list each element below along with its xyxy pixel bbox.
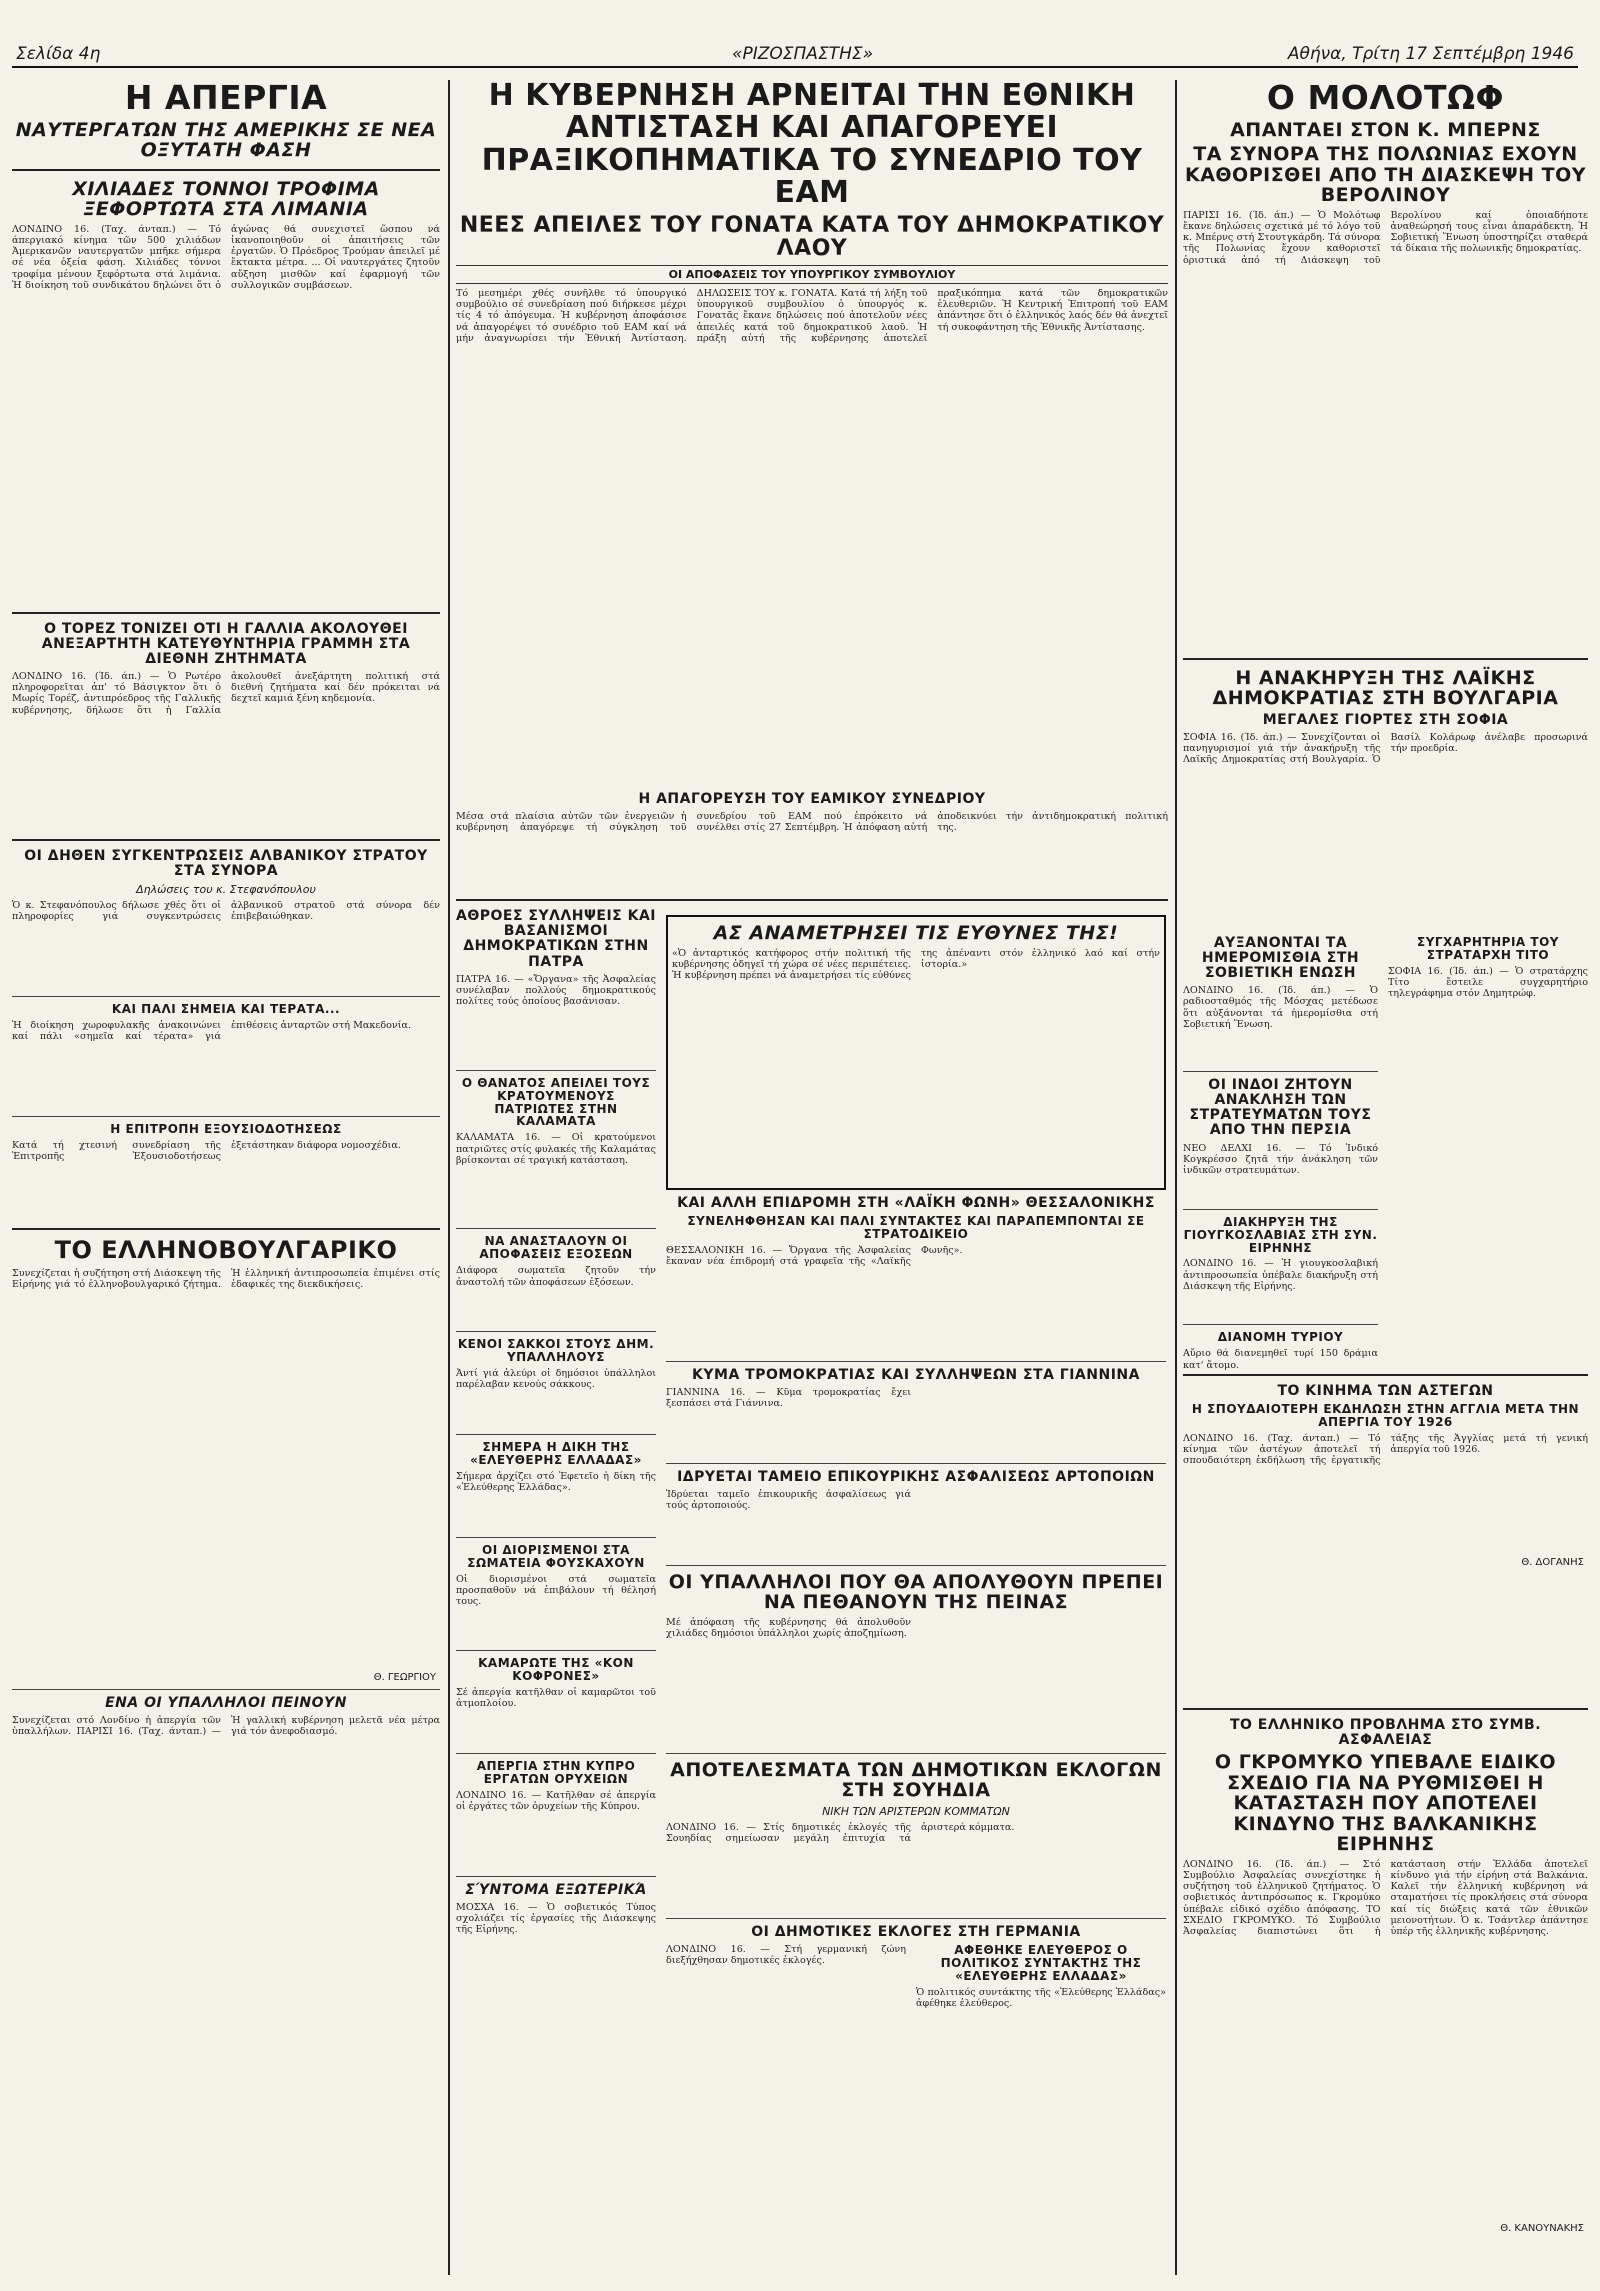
divider [666, 1753, 1166, 1754]
article-body: ΜΟΣΧΑ 16. — Ὁ σοβιετικός Τύπος σχολιάζει τίς ἐργασίες τῆς Διάσκεψης τῆς Εἰρήνης. [456, 1901, 656, 1936]
article-body: ΛΟΝΔΙΝΟ 16. — Ἡ γιουγκοσλαβική ἀντιπροσωπεία ὑπέβαλε διακήρυξη στή Διάσκεψη τῆς Εἰρήνης. [1183, 1258, 1378, 1292]
divider [12, 839, 440, 841]
article-body: Ἱδρύεται ταμεῖο ἐπικουρικῆς ἀσφαλίσεως γιά τούς ἀρτοποιούς. [666, 1488, 911, 1512]
article-body: Κατά τή χτεσινή συνεδρίαση τῆς Ἐπιτροπῆς Ἐξουσιοδοτήσεως ἐξετάστηκαν διάφορα νομοσχέδια. [12, 1140, 401, 1163]
headline-committee: Η ΕΠΙΤΡΟΠΗ ΕΞΟΥΣΙΟΔΟΤΗΣΕΩΣ [110, 1122, 342, 1137]
article-body: Διάφορα σωματεῖα ζητοῦν τήν ἀναστολή τῶν ἀποφάσεων ἐξόσεων. [456, 1265, 656, 1288]
headline-strike: Η ΑΠΕΡΓΙΑ [124, 80, 328, 117]
headline-death: Ο ΘΑΝΑΤΟΣ ΑΠΕΙΛΕΙ ΤΟΥΣ ΚΡΑΤΟΥΜΕΝΟΥΣ ΠΑΤΡΙΩΤΕΣ ΣΤΗΝ ΚΑΛΑΜΑΤΑ [461, 1075, 651, 1129]
divider [12, 169, 440, 171]
headline-molotov: Ο ΜΟΛΟΤΩΦ [1266, 80, 1505, 117]
divider [12, 612, 440, 614]
divider [456, 1537, 656, 1538]
headline-voice: ΚΑΙ ΑΛΛΗ ΕΠΙΔΡΟΜΗ ΣΤΗ «ΛΑΪΚΗ ΦΩΝΗ» ΘΕΣΣΑΛΟΝΙΚΗΣ [677, 1194, 1155, 1211]
article-body: Αὔριο θά διανεμηθεῖ τυρί 150 δράμια κατ' ἄτομο. [1183, 1348, 1378, 1371]
divider [666, 1918, 1166, 1919]
article-body: Ὁ κ. Στεφανόπουλος δήλωσε χθές ὅτι οἱ πληροφορίες γιά συγκεντρώσεις ἀλβανικοῦ στρατοῦ στά σύνορα δέν ἐπιβεβαιώθηκαν. [12, 900, 440, 923]
column-center [456, 80, 1168, 2280]
article-body: ΛΟΝΔΙΝΟ 16. (Ίδ. άπ.) — Στό Συμβούλιο Ἀσφαλείας συνεχίστηκε ἡ συζήτηση τοῦ ἑλληνικοῦ ζητήματος. Ὁ σοβιετικός ἀντιπρόσωπος κ. Γκρομύκο ὑπέβαλε εἰδικό σχέδιο ἀπόφασης. ΤΟ ΣΧΕΔΙΟ ΓΚΡΟΜΥΚΟ. Τό Συμβούλιο Ἀσφαλείας διαπιστώνει ὅτι ἡ κατάσταση στήν Ἑλλάδα ἀποτελεῖ κίνδυνο γιά τήν εἰρήνη στά Βαλκάνια. Καλεῖ τήν ἑλληνική κυβέρνηση νά σταματήσει τίς προκλήσεις στά σύνορα καί τίς διώξεις κατά τῶν ἐθνικῶν μειονοτήτων. Ὁ κ. Τσάντλερ ἀπάντησε ὑπέρ τῆς ἑλληνικῆς κυβέρνησης. [1183, 1858, 1588, 1938]
subheadline: Η ΣΠΟΥΔΑΙΟΤΕΡΗ ΕΚΔΗΛΩΣΗ ΣΤΗΝ ΑΓΓΛΙΑ ΜΕΤΑ ΤΗΝ ΑΠΕΡΓΙΑ ΤΟΥ 1926 [1191, 1401, 1580, 1429]
article-body: ΣΟΦΙΑ 16. (Ίδ. άπ.) — Ὁ στρατάρχης Τίτο ἔστειλε συγχαρητήριο τηλεγράφημα στόν Δημητρώφ. [1388, 965, 1588, 1000]
divider [456, 1753, 656, 1754]
article-body: Σήμερα ἀρχίζει στό Ἐφετεῖο ἡ δίκη τῆς «Ἐλεύθερης Ἑλλάδας». [456, 1471, 656, 1494]
center-left-subcolumn [456, 909, 656, 2056]
author-signature: Θ. ΚΑΝΟΥΝΑΚΗΣ [1500, 2222, 1584, 2234]
headline-ussr: ΑΥΞΑΝΟΝΤΑΙ ΤΑ ΗΜΕΡΟΜΙΣΘΙΑ ΣΤΗ ΣΟΒΙΕΤΙΚΗ ΕΝΩΣΗ [1201, 934, 1360, 982]
headline-sweden: ΑΠΟΤΕΛΕΣΜΑΤΑ ΤΩΝ ΔΗΜΟΤΙΚΩΝ ΕΚΛΟΓΩΝ ΣΤΗ ΣΟΥΗΔΙΑ [670, 1758, 1162, 1802]
article-body: ΣΟΦΙΑ 16. (Ίδ. άπ.) — Συνεχίζονται οἱ πανηγυρισμοί γιά τήν ἀνακήρυξη τῆς Λαϊκῆς Δημοκρατίας στή Βουλγαρία. Ὁ Βασίλ Κολάρωφ ἀνέλαβε προσωρινά τήν προεδρία. [1183, 731, 1588, 766]
center-lower [456, 909, 1168, 2280]
divider [1183, 1324, 1378, 1325]
headline-hunger: ΕΝΑ ΟΙ ΥΠΑΛΛΗΛΟΙ ΠΕΙΝΟΥΝ [105, 1695, 347, 1712]
article-body: Ὁ πολιτικός συντάκτης τῆς «Ἐλεύθερης Ἑλλάδας» ἀφέθηκε ἐλεύθερος. [916, 1986, 1166, 2010]
article-body: Συνεχίζεται ἡ συζήτηση στή Διάσκεψη τῆς Εἰρήνης γιά τό ἑλληνοβουλγαρικό ζήτημα. Ἡ ἑλληνική ἀντιπροσωπεία ἐπιμένει στίς ἐδαφικές της διεκδικήσεις. [12, 1268, 440, 1291]
article-body: ΛΟΝΔΙΝΟ 16. (Ίδ. άπ.) — Ὁ Ρωτέρο πληροφορεῖται ἀπ' τό Βάσιγκτον ὅτι ὁ Μωρίς Τορέζ, ἀντιπρόεδρος τῆς Γαλλικῆς κυβέρνησης, δήλωσε ὅτι ἡ Γαλλία ἀκολουθεῖ ἀνεξάρτητη πολιτική στά διεθνή ζητήματα καί δέν πρόκειται νά δεχτεῖ καμιά ξένη κηδεμονία. [12, 671, 440, 716]
headline-bulgaria: Η ΑΝΑΚΗΡΥΞΗ ΤΗΣ ΛΑΪΚΗΣ ΔΗΜΟΚΡΑΤΙΑΣ ΣΤΗ ΒΟΥΛΓΑΡΙΑ [1212, 666, 1559, 710]
divider [12, 1116, 440, 1117]
subheadline: ΑΠΑΝΤΑΕΙ ΣΤΟΝ Κ. ΜΠΕΡΝΣ [1230, 118, 1541, 141]
divider [1183, 658, 1588, 660]
headline-clerks: ΟΙ ΥΠΑΛΛΗΛΟΙ ΠΟΥ ΘΑ ΑΠΟΛΥΘΟΥΝ ΠΡΕΠΕΙ ΝΑ ΠΕΘΑΝΟΥΝ ΤΗΣ ΠΕΙΝΑΣ [668, 1570, 1164, 1614]
article-body: ΛΟΝΔΙΝΟ 16. (Ταχ. άνταπ.) — Τό κίνημα τῶν ἀστέγων ἀποτελεῖ τή σπουδαιότερη ἐκδήλωση τῆς ἐργατικῆς τάξης τῆς Ἀγγλίας μετά τή γενική ἀπεργία τοῦ 1926. [1183, 1432, 1588, 1467]
headline-yugoslavia: ΔΙΑΚΗΡΥΞΗ ΤΗΣ ΓΙΟΥΓΚΟΣΛΑΒΙΑΣ ΣΤΗ ΣΥΝ. ΕΙΡΗΝΗΣ [1183, 1214, 1378, 1255]
headline-tito: ΣΥΓΧΑΡΗΤΗΡΙΑ ΤΟΥ ΣΤΡΑΤΑΡΧΗ ΤΙΤΟ [1417, 934, 1559, 962]
divider [456, 1331, 656, 1332]
article-body: Οἱ διορισμένοι στά σωματεῖα προσπαθοῦν νά ἐπιβάλουν τή θέλησή τους. [456, 1574, 656, 1608]
headline-again: ΚΑΙ ΠΑΛΙ ΣΗΜΕΙΑ ΚΑΙ ΤΕΡΑΤΑ... [111, 1002, 341, 1017]
divider [1183, 1708, 1588, 1710]
article-body: ΝΕΟ ΔΕΛΧΙ 16. — Τό Ἰνδικό Κογκρέσσο ζητᾶ τήν ἀνάκληση τῶν ἰνδικῶν στρατευμάτων. [1183, 1142, 1378, 1176]
article-body: ΚΑΛΑΜΑΤΑ 16. — Οἱ κρατούμενοι πατριῶτες στίς φυλακές τῆς Καλαμάτας βρίσκονται σέ τραγική κατάσταση. [456, 1132, 656, 1166]
headline-fund: ΙΔΡΥΕΤΑΙ ΤΑΜΕΙΟ ΕΠΙΚΟΥΡΙΚΗΣ ΑΣΦΑΛΙΣΕΩΣ ΑΡΤΟΠΟΙΩΝ [677, 1468, 1155, 1485]
subheadline: ΝΕΕΣ ΑΠΕΙΛΕΣ ΤΟΥ ΓΟΝΑΤΑ ΚΑΤΑ ΤΟΥ ΔΗΜΟΚΡΑΤΙΚΟΥ ΛΑΟΥ [459, 212, 1165, 262]
article-body: Ἀντί γιά ἀλεύρι οἱ δημόσιοι ὑπάλληλοι παρέλαβαν κενούς σάκκους. [456, 1368, 656, 1391]
author-signature: Θ. ΔΟΓΑΝΗΣ [1521, 1556, 1584, 1568]
article-body: «Ὁ ἀνταρτικός κατήφορος στήν πολιτική τῆς κυβέρνησης ὁδηγεῖ τή χώρα σέ νέες περιπέτειες. Ἡ κυβέρνηση πρέπει νά ἀναμετρήσει τίς εὐθύνες της ἀπέναντι στόν ἑλληνικό λαό καί στήν ἱστορία.» [672, 947, 1160, 982]
headline-kamarote: ΚΑΜΑΡΩΤΕ ΤΗΣ «ΚΟΝ ΚΟΦΡΟΝΕΣ» [478, 1656, 634, 1683]
headline-persia: ΟΙ ΙΝΔΟΙ ΖΗΤΟΥΝ ΑΝΑΚΛΗΣΗ ΤΩΝ ΣΤΡΑΤΕΥΜΑΤΩΝ ΤΟΥΣ ΑΠΟ ΤΗΝ ΠΕΡΣΙΑ [1189, 1077, 1372, 1139]
headline-cyprus: ΑΠΕΡΓΙΑ ΣΤΗΝ ΚΥΠΡΟ ΕΡΓΑΤΩΝ ΟΡΥΧΕΙΩΝ [476, 1758, 636, 1786]
article-body: ΠΑΤΡΑ 16. — «Ὄργανα» τῆς Ἀσφαλείας συνέλαβαν πολλούς δημοκρατικούς πολίτες τούς ὁποίους βασάνισαν. [456, 973, 656, 1008]
headline-tyre: ΔΙΑΝΟΜΗ ΤΥΡΙΟΥ [1217, 1330, 1344, 1345]
article-subtitle: ΝΙΚΗ ΤΩΝ ΑΡΙΣΤΕΡΩΝ ΚΟΜΜΑΤΩΝ [822, 1804, 1010, 1818]
subheadline: ΤΑ ΣΥΝΟΡΑ ΤΗΣ ΠΟΛΩΝΙΑΣ ΕΧΟΥΝ ΚΑΘΟΡΙΣΘΕΙ ΑΠΟ ΤΗ ΔΙΑΣΚΕΨΗ ΤΟΥ ΒΕΡΟΛΙΝΟΥ [1184, 143, 1587, 207]
article-subtitle: Δηλώσεις του κ. Στεφανόπουλου [136, 883, 316, 897]
article-body: ΛΟΝΔΙΝΟ 16. — Στή γερμανική ζώνη διεξήχθησαν δημοτικές ἐκλογές. [666, 1944, 906, 1967]
headline-albanian: ΟΙ ΔΗΘΕΝ ΣΥΓΚΕΝΤΡΩΣΕΙΣ ΑΛΒΑΝΙΚΟΥ ΣΤΡΑΤΟΥ ΣΤΑ ΣΥΝΟΡΑ [24, 848, 428, 880]
divider [12, 996, 440, 997]
subheadline: ΣΥΝΕΛΗΦΘΗΣΑΝ ΚΑΙ ΠΑΛΙ ΣΥΝΤΑΚΤΕΣ ΚΑΙ ΠΑΡΑΠΕΜΠΟΝΤΑΙ ΣΕ ΣΤΡΑΤΟΔΙΚΕΙΟ [687, 1213, 1145, 1241]
article-body: Σέ ἀπεργία κατῆλθαν οἱ καμαρῶτοι τοῦ ἀτμοπλοίου. [456, 1686, 656, 1710]
divider [456, 1434, 656, 1435]
divider [666, 1463, 1166, 1464]
author-signature: Θ. ΓΕΩΡΓΙΟΥ [373, 1672, 436, 1684]
right-mid-left [1183, 936, 1378, 1383]
headline-responsibility: ΑΣ ΑΝΑΜΕΤΡΗΣΕΙ ΤΙΣ ΕΥΘΥΝΕΣ ΤΗΣ! [713, 922, 1119, 945]
masthead [12, 40, 1578, 68]
right-mid [1183, 934, 1588, 1371]
article-subtitle: ΟΙ ΑΠΟΦΑΣΕΙΣ ΤΟΥ ΥΠΟΥΡΓΙΚΟΥ ΣΥΜΒΟΥΛΙΟΥ [456, 265, 1168, 284]
headline-suspend: ΝΑ ΑΝΑΣΤΑΛΟΥΝ ΟΙ ΑΠΟΦΑΣΕΙΣ ΕΞΟΣΕΩΝ [479, 1234, 633, 1262]
article-body: Μέσα στά πλαίσια αὐτῶν τῶν ἐνεργειῶν ἡ κυβέρνηση ἀπαγόρεψε τή σύγκληση τοῦ συνεδρίου τοῦ ΕΑΜ πού ἐπρόκειτο νά συνέλθει στίς 27 Σεπτέμβρη. Ἡ ἀπόφαση αὐτή ἀποδεικνύει τήν ἀντιδημοκρατική πολιτική της. [456, 811, 1168, 834]
subheadline: ΜΕΓΑΛΕΣ ΓΙΟΡΤΕΣ ΣΤΗ ΣΟΦΙΑ [1262, 711, 1509, 728]
germany-row [666, 1944, 1166, 2144]
divider [666, 1361, 1166, 1362]
article-body: Μέ ἀπόφαση τῆς κυβέρνησης θά ἀπολυθοῦν χιλιάδες δημόσιοι ὑπάλληλοι χωρίς ἀποζημίωση. [666, 1616, 911, 1640]
subheadline: ΝΑΥΤΕΡΓΑΤΩΝ ΤΗΣ ΑΜΕΡΙΚΗΣ ΣΕ ΝΕΑ ΟΞΥΤΑΤΗ ΦΑΣΗ [15, 118, 437, 162]
article-body: ΘΕΣΣΑΛΟΝΙΚΗ 16. — Ὄργανα τῆς Ἀσφαλείας ἔκαναν νέα ἐπιδρομή στά γραφεῖα τῆς «Λαϊκῆς Φωνῆς». [666, 1244, 963, 1267]
article-body: ΛΟΝΔΙΝΟ 16. (Ίδ. άπ.) — Ὁ ραδιοσταθμός τῆς Μόσχας μετέδωσε ὅτι αὐξάνονται τά ἡμερομίσθια στή Σοβιετική Ἕνωση. [1183, 985, 1378, 1030]
headline-main: Η ΚΥΒΕΡΝΗΣΗ ΑΡΝΕΙΤΑΙ ΤΗΝ ΕΘΝΙΚΗ ΑΝΤΙΣΤΑΣΗ ΚΑΙ ΑΠΑΓΟΡΕΥΕΙ ΠΡΑΞΙΚΟΠΗΜΑΤΙΚΑ ΤΟ ΣΥΝΕΔΡΙΟ ΤΟΥ ΕΑΜ [481, 80, 1143, 211]
headline-thorez: Ο ΤΟΡΕΖ ΤΟΝΙΖΕΙ ΟΤΙ Η ΓΑΛΛΙΑ ΑΚΟΛΟΥΘΕΙ ΑΝΕΞΑΡΤΗΤΗ ΚΑΤΕΥΘΥΝΤΗΡΙΑ ΓΡΑΜΜΗ ΣΤΑ ΔΙΕΘΝΗ ΖΗΤΗΜΑΤΑ [41, 620, 411, 667]
newspaper-title: «ΡΙΖΟΣΠΑΣΤΗΣ» [732, 44, 874, 64]
divider [456, 1228, 656, 1229]
boxed-editorial [666, 915, 1166, 1190]
headline-patra: ΑΘΡΟΕΣ ΣΥΛΛΗΨΕΙΣ ΚΑΙ ΒΑΣΑΝΙΣΜΟΙ ΔΗΜΟΚΡΑΤΙΚΩΝ ΣΤΗΝ ΠΑΤΡΑ [456, 908, 656, 970]
column-rule [1175, 80, 1177, 2275]
divider [12, 1689, 440, 1690]
headline-appointed: ΟΙ ΔΙΟΡΙΣΜΕΝΟΙ ΣΤΑ ΣΩΜΑΤΕΙΑ ΦΟΥΣΚΑΧΟΥΝ [467, 1543, 645, 1571]
headline-gromyko: Ο ΓΚΡΟΜΥΚΟ ΥΠΕΒΑΛΕ ΕΙΔΙΚΟ ΣΧΕΔΙΟ ΓΙΑ ΝΑ ΡΥΘΜΙΣΘΕΙ Η ΚΑΤΑΣΤΑΣΗ ΠΟΥ ΑΠΟΤΕΛΕΙ ΚΙΝΔΥΝΟ ΤΗΣ ΒΑΛΚΑΝΙΚΗΣ ΕΙΡΗΝΗΣ [1214, 1751, 1557, 1856]
divider [456, 1876, 656, 1877]
headline-ioannina: ΚΥΜΑ ΤΡΟΜΟΚΡΑΤΙΑΣ ΚΑΙ ΣΥΛΛΗΨΕΩΝ ΣΤΑ ΓΙΑΝΝΙΝΑ [692, 1366, 1140, 1383]
headline-squatters: ΤΟ ΚΙΝΗΜΑ ΤΩΝ ΑΣΤΕΓΩΝ [1277, 1382, 1494, 1399]
column-rule [448, 80, 450, 2275]
page-number: Σελίδα 4η [16, 44, 101, 64]
headline-germany: ΟΙ ΔΗΜΟΤΙΚΕΣ ΕΚΛΟΓΕΣ ΣΤΗ ΓΕΡΜΑΝΙΑ [751, 1923, 1081, 1940]
divider [666, 1565, 1166, 1566]
divider [456, 1070, 656, 1071]
subheadline: ΧΙΛΙΑΔΕΣ ΤΟΝΝΟΙ ΤΡΟΦΙΜΑ ΞΕΦΟΡΤΩΤΑ ΣΤΑ ΛΙΜΑΝΙΑ [72, 177, 380, 221]
headline-released: ΑΦΕΘΗΚΕ ΕΛΕΥΘΕΡΟΣ Ο ΠΟΛΙΤΙΚΟΣ ΣΥΝΤΑΚΤΗΣ ΤΗΣ «ΕΛΕΥΘΕΡΗΣ ΕΛΛΑΔΑΣ» [940, 1943, 1142, 1983]
divider [1183, 1209, 1378, 1210]
article-body: Συνεχίζεται στό Λονδίνο ἡ ἀπεργία τῶν ὑπαλλήλων. ΠΑΡΙΣΙ 16. (Ταχ. άνταπ.) — Ἡ γαλλική κυβέρνηση μελετᾶ νέα μέτρα γιά τόν ἀνεφοδιασμό. [12, 1715, 440, 1738]
divider [1183, 1071, 1378, 1072]
article-body: ΓΙΑΝΝΙΝΑ 16. — Κῦμα τρομοκρατίας ἔχει ξεσπάσει στά Γιάννινα. [666, 1386, 911, 1410]
released-box [916, 1944, 1166, 2091]
gromyko-story [1183, 1700, 1588, 2280]
headline-gromyko-kicker: ΤΟ ΕΛΛΗΝΙΚΟ ΠΡΟΒΛΗΜΑ ΣΤΟ ΣΥΜΒ. ΑΣΦΑΛΕΙΑΣ [1229, 1717, 1542, 1749]
headline-greekbulgarian: ΤΟ ΕΛΛΗΝΟΒΟΥΛΓΑΡΙΚΟ [54, 1236, 398, 1265]
article-body: ΠΑΡΙΣΙ 16. (Ίδ. άπ.) — Ὁ Μολότωφ ἔκανε δηλώσεις σχετικά μέ τό λόγο τοῦ κ. Μπέρνς στή Στουτγκάρδη. Τά σύνορα τῆς Πολωνίας ἔχουν καθοριστεῖ ὁριστικά ἀπό τή Διάσκεψη τοῦ Βερολίνου καί ὁποιαδήποτε ἀναθεώρησή τους εἶναι ἀπαράδεκτη. Ἡ Σοβιετική Ἕνωση ὑποστηρίζει σταθερά τά δίκαια τῆς πολωνικῆς δημοκρατίας. [1183, 209, 1588, 266]
headline-banned: Η ΑΠΑΓΟΡΕΥΣΗ ΤΟΥ ΕΑΜΙΚΟΥ ΣΥΝΕΔΡΙΟΥ [638, 791, 986, 808]
article-body: ΛΟΝΔΙΝΟ 16. — Κατῆλθαν σέ ἀπεργία οἱ ἐργάτες τῶν ὀρυχείων τῆς Κύπρου. [456, 1789, 656, 1813]
article-body: ΛΟΝΔΙΝΟ 16. (Ταχ. άνταπ.) — Τό άπεργιακό κίνημα τῶν 500 χιλιάδων Ἀμερικανῶν ναυτεργατῶν μπῆκε σήμερα σέ νέα ὀξεία φάση. Χιλιάδες τόννοι τροφίμα μένουν ξεφόρτωτα στά λιμάνια. Ἡ διοίκηση τοῦ συνδικάτου δηλώνει ὅτι ὁ ἀγώνας θά συνεχιστεῖ ὥσπου νά ἱκανοποιηθοῦν οἱ ἀπαιτήσεις τῶν ἐργατῶν. Ὁ Πρόεδρος Τρούμαν ἀπειλεῖ μέ ἔκτακτα μέτρα. ... Οἱ ναυτεργάτες ζητοῦν αὔξηση μισθῶν καί ἐφαρμογή τῶν συλλογικῶν συμβάσεων. [12, 223, 440, 291]
article-body: Τό μεσημέρι χθές συνῆλθε τό ὑπουργικό συμβούλιο σέ συνεδρίαση πού διήρκεσε μέχρι τίς 4 τό ἀπόγευμα. Ἡ κυβέρνηση ἀποφάσισε νά ἀπαγορέψει τό συνέδριο τοῦ ΕΑΜ καί νά μήν ἀναγνωρίσει τήν Ἐθνική Ἀντίσταση. ΔΗΛΩΣΕΙΣ ΤΟΥ κ. ΓΟΝΑΤΑ. Κατά τή λήξη τοῦ ὑπουργικοῦ συμβουλίου ὁ ὑπουργός κ. Γονατᾶς ἔκανε δηλώσεις πού ἀποτελοῦν νέες ἀπειλές κατά τοῦ δημοκρατικοῦ λαοῦ. Ἡ πράξη αὐτή τῆς κυβέρνησης ἀποτελεῖ πραξικόπημα κατά τῶν δημοκρατικῶν ἐλευθεριῶν. Ἡ Κεντρική Ἐπιτροπή τοῦ ΕΑΜ ἀπάντησε ὅτι ὁ ἑλληνικός λαός δέν θά ἀνεχτεῖ τή συκοφάντηση τῆς Ἐθνικῆς Ἀντίστασης. [456, 288, 1168, 344]
headline-abroad: ΣΎΝΤΟΜΑ ΕΞΩΤΕΡΙΚΆ [465, 1881, 647, 1898]
headline-empty: ΚΕΝΟΙ ΣΑΚΚΟΙ ΣΤΟΥΣ ΔΗΜ. ΥΠΑΛΛΗΛΟΥΣ [457, 1337, 655, 1365]
center-right-subcolumn [666, 909, 1166, 2144]
divider [456, 899, 1168, 901]
issue-date: Αθήνα, Τρίτη 17 Σεπτέμβρη 1946 [1287, 44, 1574, 64]
article-body: ΛΟΝΔΙΝΟ 16. — Στίς δημοτικές ἐκλογές τῆς Σουηδίας σημείωσαν μεγάλη ἐπιτυχία τά ἀριστερά κόμματα. [666, 1821, 1015, 1845]
divider [12, 1228, 440, 1230]
right-mid-right [1388, 936, 1588, 1090]
headline-today: ΣΗΜΕΡΑ Η ΔΙΚΗ ΤΗΣ «ΕΛΕΥΘΕΡΗΣ ΕΛΛΑΔΑΣ» [470, 1440, 642, 1468]
column-left [12, 80, 440, 2280]
article-body: Ἡ διοίκηση χωροφυλακῆς ἀνακοινώνει καί πάλι «σημεῖα καί τέρατα» γιά ἐπιθέσεις ἀνταρτῶν στή Μακεδονία. [12, 1020, 412, 1043]
divider [456, 1650, 656, 1651]
